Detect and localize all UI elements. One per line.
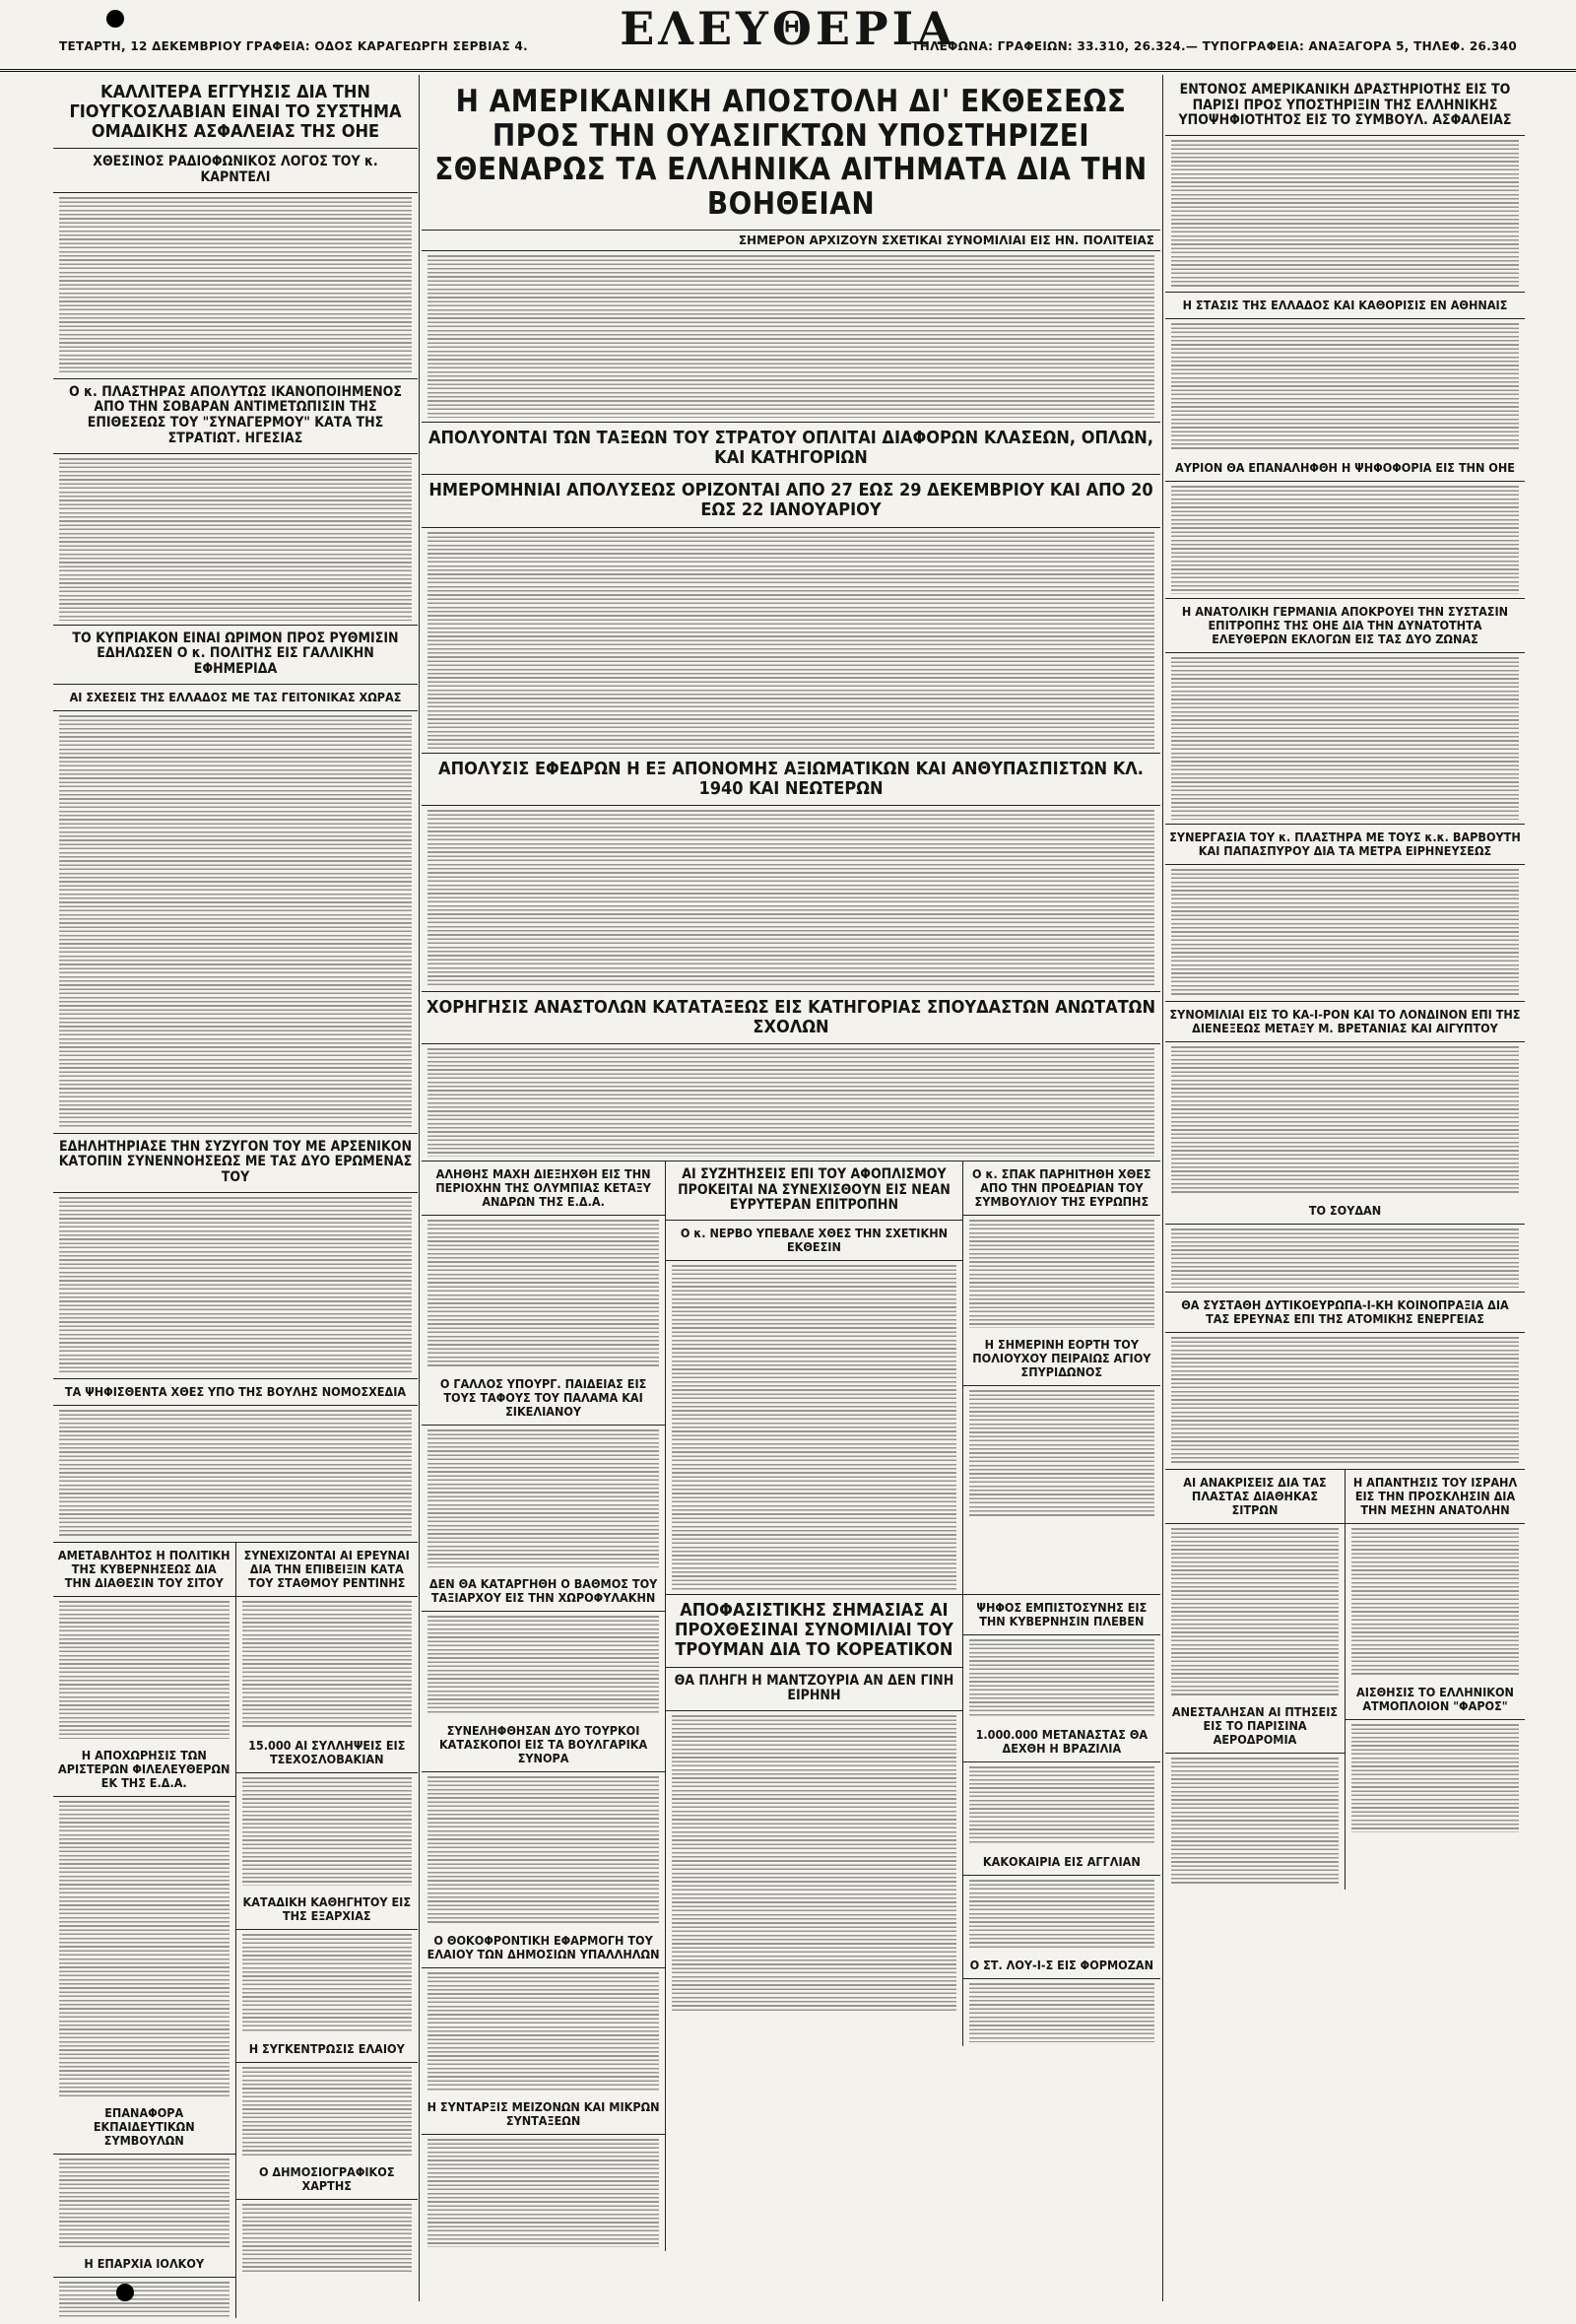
main-subheadline: ΣΗΜΕΡΟΝ ΑΡΧΙΖΟΥΝ ΣΧΕΤΙΚΑΙ ΣΥΝΟΜΙΛΙΑΙ ΕΙΣ ΗΝ. ΠΟΛΙΤΕΙΑΣ <box>422 231 1160 251</box>
article-body <box>236 2200 419 2277</box>
headline: ΑΠΟΛΥΣΙΣ ΕΦΕΔΡΩΝ Η ΕΞ ΑΠΟΝΟΜΗΣ ΑΞΙΩΜΑΤΙΚΩΝ ΚΑΙ ΑΝΘΥΠΑΣΠΙΣΤΩΝ ΚΛ. 1940 ΚΑΙ ΝΕΩΤΕΡΩΝ <box>422 754 1160 806</box>
article-body <box>1346 1720 1525 1836</box>
article-body <box>422 1772 665 1928</box>
article-body <box>1165 482 1525 598</box>
article-body <box>53 1406 418 1542</box>
subheadline: ΧΘΕΣΙΝΟΣ ΡΑΔΙΟΦΩΝΙΚΟΣ ΛΟΓΟΣ ΤΟΥ κ. ΚΑΡΝΤΕΛΙ <box>53 149 418 192</box>
article-body <box>422 1612 665 1718</box>
center-column <box>422 77 1160 2318</box>
masthead-date-address: ΤΕΤΑΡΤΗ, 12 ΔΕΚΕΜΒΡΙΟΥ ΓΡΑΦΕΙΑ: ΟΔΟΣ ΚΑΡΑΓΕΩΡΓΗ ΣΕΡΒΙΑΣ 4. <box>59 39 528 53</box>
subheadline: ΑΙ ΣΧΕΣΕΙΣ ΤΗΣ ΕΛΛΑΔΟΣ ΜΕ ΤΑΣ ΓΕΙΤΟΝΙΚΑΣ ΧΩΡΑΣ <box>53 685 418 711</box>
article-body <box>963 1635 1160 1722</box>
article-body <box>963 1216 1160 1332</box>
headline: Η ΑΠΑΝΤΗΣΙΣ ΤΟΥ ΙΣΡΑΗΛ ΕΙΣ ΤΗΝ ΠΡΟΣΚΛΗΣΙΝ ΔΙΑ ΤΗΝ ΜΕΣΗΝ ΑΝΑΤΟΛΗΝ <box>1346 1470 1525 1524</box>
headline: ΕΔΗΛΗΤΗΡΙΑΣΕ ΤΗΝ ΣΥΖΥΓΟΝ ΤΟΥ ΜΕ ΑΡΣΕΝΙΚΟΝ ΚΑΤΟΠΙΝ ΣΥΝΕΝΝΟΗΣΕΩΣ ΜΕ ΤΑΣ ΔΥΟ ΕΡΩΜΕΝΑΣ ΤΟΥ <box>53 1134 418 1193</box>
article-body <box>963 1979 1160 2046</box>
headline: ΑΝΕΣΤΑΛΗΣΑΝ ΑΙ ΠΤΗΣΕΙΣ ΕΙΣ ΤΟ ΠΑΡΙΣΙΝΑ ΑΕΡΟΔΡΟΜΙΑ <box>1165 1699 1345 1754</box>
headline: ΑΥΡΙΟΝ ΘΑ ΕΠΑΝΑΛΗΦΘΗ Η ΨΗΦΟΦΟΡΙΑ ΕΙΣ ΤΗΝ ΟΗΕ <box>1165 455 1525 482</box>
lower-center <box>422 1162 1160 2251</box>
headline: Ο ΘΟΚΟΦΡΟΝΤΙΚΗ ΕΦΑΡΜΟΓΗ ΤΟΥ ΕΛΑΙΟΥ ΤΩΝ ΔΗΜΟΣΙΩΝ ΥΠΑΛΛΗΛΩΝ <box>422 1928 665 1968</box>
article-greek-stance <box>1165 293 1525 599</box>
headline: Ο ΔΗΜΟΣΙΟΓΡΑΦΙΚΟΣ ΧΑΡΤΗΣ <box>236 2159 419 2200</box>
article-body <box>1165 136 1525 292</box>
left-column <box>53 77 418 2318</box>
article-body <box>1165 1333 1525 1469</box>
column-rule <box>419 75 420 2301</box>
headline: Η ΕΠΑΡΧΙΑ ΙΟΛΚΟΥ <box>53 2251 235 2278</box>
article-plastiras <box>53 379 418 626</box>
headline: ΤΟ ΚΥΠΡΙΑΚΟΝ ΕΙΝΑΙ ΩΡΙΜΟΝ ΠΡΟΣ ΡΥΘΜΙΣΙΝ ΕΔΗΛΩΣΕΝ Ο κ. ΠΟΛΙΤΗΣ ΕΙΣ ΓΑΛΛΙΚΗΝ ΕΦΗΜΕΡΙΔΑ <box>53 626 418 685</box>
main-headline: Η ΑΜΕΡΙΚΑΝΙΚΗ ΑΠΟΣΤΟΛΗ ΔΙ' ΕΚΘΕΣΕΩΣ ΠΡΟΣ ΤΗΝ ΟΥΑΣΙΓΚΤΩΝ ΥΠΟΣΤΗΡΙΖΕΙ ΣΘΕΝΑΡΩΣ ΤΑ ΕΛΛΗΝΙΚΑ ΑΙΤΗΜΑΤΑ ΔΙΑ ΤΗΝ ΒΟΗΘΕΙΑΝ <box>422 77 1160 231</box>
headline: Ο ΣΤ. ΛΟΥ-Ι-Σ ΕΙΣ ΦΟΡΜΟΖΑΝ <box>963 1953 1160 1979</box>
article-body <box>1346 1524 1525 1680</box>
headline: Η ΣΤΑΣΙΣ ΤΗΣ ΕΛΛΑΔΟΣ ΚΑΙ ΚΑΘΟΡΙΣΙΣ ΕΝ ΑΘΗΝΑΙΣ <box>1165 293 1525 319</box>
masthead-phones: ΤΗΛΕΦΩΝΑ: ΓΡΑΦΕΙΩΝ: 33.310, 26.324.— ΤΥΠΟΓΡΑΦΕΙΑ: ΑΝΑΞΑΓΟΡΑ 5, ΤΗΛΕΦ. 26.340 <box>911 39 1517 53</box>
article-israel <box>1346 1470 1525 1890</box>
subheadline: Ο κ. ΝΕΡΒΟ ΥΠΕΒΑΛΕ ΧΘΕΣ ΤΗΝ ΣΧΕΤΙΚΗΝ ΕΚΘΕΣΙΝ <box>666 1221 962 1261</box>
article-body <box>666 1711 962 2015</box>
article-atomic <box>1165 1293 1525 1470</box>
headline: ΚΑΤΑΔΙΚΗ ΚΑΘΗΓΗΤΟΥ ΕΙΣ ΤΗΣ ΕΞΑΡΧΙΑΣ <box>236 1890 419 1930</box>
subheadline: ΤΟ ΣΟΥΔΑΝ <box>1165 1198 1525 1225</box>
article-cairo-london <box>1165 1002 1525 1293</box>
masthead <box>0 0 1576 72</box>
briefs <box>963 1162 1160 1594</box>
headline: ΧΟΡΗΓΗΣΙΣ ΑΝΑΣΤΟΛΩΝ ΚΑΤΑΤΑΞΕΩΣ ΕΙΣ ΚΑΤΗΓΟΡΙΑΣ ΣΠΟΥΔΑΣΤΩΝ ΑΝΩΤΑΤΩΝ ΣΧΟΛΩΝ <box>422 992 1160 1044</box>
headline: 15.000 ΑΙ ΣΥΛΛΗΨΕΙΣ ΕΙΣ ΤΣΕΧΟΣΛΟΒΑΚΙΑΝ <box>236 1733 419 1773</box>
article-disarmament <box>666 1162 963 1594</box>
article-carneli <box>53 77 418 379</box>
article-body <box>1165 1042 1525 1198</box>
article-body <box>422 1216 665 1371</box>
ink-blot <box>106 10 124 28</box>
article-body <box>1165 1524 1345 1699</box>
article-wills <box>1165 1470 1346 1890</box>
newspaper-title: ΕΛΕΥΘΕΡΙΑ <box>620 2 956 55</box>
headline: ΣΥΝΕΧΙΖΟΝΤΑΙ ΑΙ ΕΡΕΥΝΑΙ ΔΙΑ ΤΗΝ ΕΠΙΒΕΙΞΙΝ ΚΑΤΑ ΤΟΥ ΣΤΑΘΜΟΥ ΡΕΝΤΙΝΗΣ <box>236 1543 419 1597</box>
article-body <box>53 454 418 625</box>
article-body <box>53 2278 235 2318</box>
article-cooperation <box>1165 825 1525 1002</box>
article-cyprus <box>53 626 418 1134</box>
article-body <box>236 1773 419 1890</box>
article-east-germany <box>1165 599 1525 825</box>
article-reservists <box>422 754 1160 992</box>
ink-blot <box>116 2284 134 2301</box>
lower-center-left <box>422 1162 666 2251</box>
article-arsenic <box>53 1134 418 1379</box>
article-body <box>963 1876 1160 1953</box>
headline: ΣΥΝΕΡΓΑΣΙΑ ΤΟΥ κ. ΠΛΑΣΤΗΡΑ ΜΕ ΤΟΥΣ κ.κ. ΒΑΡΒΟΥΤΗ ΚΑΙ ΠΑΠΑΣΠΥΡΟΥ ΔΙΑ ΤΑ ΜΕΤΡΑ ΕΙΡΗΝΕΥΣΕΩΣ <box>1165 825 1525 865</box>
lower-center-right <box>666 1162 1160 2251</box>
headline: ΕΝΤΟΝΟΣ ΑΜΕΡΙΚΑΝΙΚΗ ΔΡΑΣΤΗΡΙΟΤΗΣ ΕΙΣ ΤΟ ΠΑΡΙΣΙ ΠΡΟΣ ΥΠΟΣΤΗΡΙΞΙΝ ΤΗΣ ΕΛΛΗΝΙΚΗΣ ΥΠΟΨΗΦΙΟΤΗΤΟΣ ΕΙΣ ΤΟ ΣΥΜΒΟΥΛ. ΑΣΦΑΛΕΙΑΣ <box>1165 77 1525 136</box>
article-body <box>1165 319 1525 455</box>
article-bills <box>53 1379 418 1543</box>
article-body <box>422 2135 665 2251</box>
article-body <box>1165 1754 1345 1890</box>
subheadline: ΗΜΕΡΟΜΗΝΙΑΙ ΑΠΟΛΥΣΕΩΣ ΟΡΙΖΟΝΤΑΙ ΑΠΟ 27 ΕΩΣ 29 ΔΕΚΕΜΒΡΙΟΥ ΚΑΙ ΑΠΟ 20 ΕΩΣ 22 ΙΑΝΟΥΑΡΙΟΥ <box>422 475 1160 527</box>
headline: ΔΕΝ ΘΑ ΚΑΤΑΡΓΗΘΗ Ο ΒΑΘΜΟΣ ΤΟΥ ΤΑΞΙΑΡΧΟΥ ΕΙΣ ΤΗΝ ΧΩΡΟΦΥΛΑΚΗΝ <box>422 1571 665 1612</box>
article-body <box>1165 865 1525 1001</box>
article-body <box>236 1597 419 1733</box>
headline: ΑΠΟΦΑΣΙΣΤΙΚΗΣ ΣΗΜΑΣΙΑΣ ΑΙ ΠΡΟΧΘΕΣΙΝΑΙ ΣΥΝΟΜΙΛΙΑΙ ΤΟΥ ΤΡΟΥΜΑΝ ΔΙΑ ΤΟ ΚΟΡΕΑΤΙΚΟΝ <box>666 1595 962 1667</box>
headline: Ο ΓΑΛΛΟΣ ΥΠΟΥΡΓ. ΠΑΙΔΕΙΑΣ ΕΙΣ ΤΟΥΣ ΤΑΦΟΥΣ ΤΟΥ ΠΑΛΑΜΑ ΚΑΙ ΣΙΚΕΛΙΑΝΟΥ <box>422 1371 665 1426</box>
article-body <box>422 528 1160 753</box>
subheadline: ΘΑ ΠΛΗΓΗ Η ΜΑΝΤΖΟΥΡΙΑ ΑΝ ΔΕΝ ΓΙΝΗ ΕΙΡΗΝΗ <box>666 1668 962 1711</box>
headline: Η ΣΥΓΚΕΝΤΡΩΣΙΣ ΕΛΑΙΟΥ <box>236 2036 419 2063</box>
article-body <box>1165 1225 1525 1292</box>
headline: ΑΙΣΘΗΣΙΣ ΤΟ ΕΛΛΗΝΙΚΟΝ ΑΤΜΟΠΛΟΙΟΝ "ΦΑΡΟΣ" <box>1346 1680 1525 1720</box>
article-discharges <box>422 423 1160 754</box>
article-wheat <box>53 1543 236 2318</box>
article-body <box>422 251 1160 422</box>
headline: ΕΠΑΝΑΦΟΡΑ ΕΚΠΑΙΔΕΥΤΙΚΩΝ ΣΥΜΒΟΥΛΩΝ <box>53 2100 235 2155</box>
article-body <box>236 1930 419 2036</box>
headline: ΤΑ ΨΗΦΙΣΘΕΝΤΑ ΧΘΕΣ ΥΠΟ ΤΗΣ ΒΟΥΛΗΣ ΝΟΜΟΣΧΕΔΙΑ <box>53 1379 418 1406</box>
lower-center-top <box>666 1162 1160 1594</box>
headline: ΘΑ ΣΥΣΤΑΘΗ ΔΥΤΙΚΟΕΥΡΩΠΑ-Ι-ΚΗ ΚΟΙΝΟΠΡΑΞΙΑ ΔΙΑ ΤΑΣ ΕΡΕΥΝΑΣ ΕΠΙ ΤΗΣ ΑΤΟΜΙΚΗΣ ΕΝΕΡΓΕΙΑΣ <box>1165 1293 1525 1333</box>
article-body <box>422 1968 665 2094</box>
headline: ΑΜΕΤΑΒΛΗΤΟΣ Η ΠΟΛΙΤΙΚΗ ΤΗΣ ΚΥΒΕΡΝΗΣΕΩΣ ΔΙΑ ΤΗΝ ΔΙΑΘΕΣΙΝ ΤΟΥ ΣΙΤΟΥ <box>53 1543 235 1597</box>
headline: ΑΙ ΣΥΖΗΤΗΣΕΙΣ ΕΠΙ ΤΟΥ ΑΦΟΠΛΙΣΜΟΥ ΠΡΟΚΕΙΤΑΙ ΝΑ ΣΥΝΕΧΙΣΘΟΥΝ ΕΙΣ ΝΕΑΝ ΕΥΡΥΤΕΡΑΝ ΕΠΙΤΡΟΠΗΝ <box>666 1162 962 1221</box>
article-body <box>53 2155 235 2251</box>
headline: ΣΥΝΟΜΙΛΙΑΙ ΕΙΣ ΤΟ ΚΑ-Ι-ΡΟΝ ΚΑΙ ΤΟ ΛΟΝΔΙΝΟΝ ΕΠΙ ΤΗΣ ΔΙΕΝΕΞΕΩΣ ΜΕΤΑΞΥ Μ. ΒΡΕΤΑΝΙΑΣ ΚΑΙ ΑΙΓΥΠΤΟΥ <box>1165 1002 1525 1042</box>
article-body <box>963 1762 1160 1849</box>
headline: Η ΑΝΑΤΟΛΙΚΗ ΓΕΡΜΑΝΙΑ ΑΠΟΚΡΟΥΕΙ ΤΗΝ ΣΥΣΤΑΣΙΝ ΕΠΙΤΡΟΠΗΣ ΤΗΣ ΟΗΕ ΔΙΑ ΤΗΝ ΔΥΝΑΤΟΤΗΤΑ ΕΛΕΥΘΕΡΩΝ ΕΚΛΟΓΩΝ ΕΙΣ ΤΑΣ ΔΥΟ ΖΩΝΑΣ <box>1165 599 1525 653</box>
article-truman <box>666 1595 963 2046</box>
column-rule <box>1162 75 1163 2301</box>
headline: ΨΗΦΟΣ ΕΜΠΙΣΤΟΣΥΝΗΣ ΕΙΣ ΤΗΝ ΚΥΒΕΡΝΗΣΙΝ ΠΛΕΒΕΝ <box>963 1595 1160 1635</box>
headline: Η ΣΗΜΕΡΙΝΗ ΕΟΡΤΗ ΤΟΥ ΠΟΛΙΟΥΧΟΥ ΠΕΙΡΑΙΩΣ ΑΓΙΟΥ ΣΠΥΡΙΔΩΝΟΣ <box>963 1332 1160 1386</box>
lower-center-bottom <box>666 1594 1160 2046</box>
article-body <box>236 2063 419 2159</box>
article-body <box>1165 653 1525 824</box>
article-body <box>53 193 418 378</box>
article-body <box>53 711 418 1133</box>
headline: ΑΙ ΑΝΑΚΡΙΣΕΙΣ ΔΙΑ ΤΑΣ ΠΛΑΣΤΑΣ ΔΙΑΘΗΚΑΣ ΣΙΤΡΩΝ <box>1165 1470 1345 1524</box>
headline: 1.000.000 ΜΕΤΑΝΑΣΤΑΣ ΘΑ ΔΕΧΘΗ Η ΒΡΑΖΙΛΙΑ <box>963 1722 1160 1762</box>
article-body <box>53 1597 235 1743</box>
article-body <box>53 1797 235 2100</box>
headline: ΚΑΚΟΚΑΙΡΙΑ ΕΙΣ ΑΓΓΛΙΑΝ <box>963 1849 1160 1876</box>
headline: ΣΥΝΕΛΗΦΘΗΣΑΝ ΔΥΟ ΤΟΥΡΚΟΙ ΚΑΤΑΣΚΟΠΟΙ ΕΙΣ ΤΑ ΒΟΥΛΓΑΡΙΚΑ ΣΥΝΟΡΑ <box>422 1718 665 1772</box>
article-body <box>53 1193 418 1378</box>
article-body <box>963 1386 1160 1522</box>
article-body <box>422 1426 665 1571</box>
article-body <box>422 806 1160 991</box>
headline: Ο κ. ΣΠΑΚ ΠΑΡΗΙΤΗΘΗ ΧΘΕΣ ΑΠΟ ΤΗΝ ΠΡΟΕΔΡΙΑΝ ΤΟΥ ΣΥΜΒΟΥΛΙΟΥ ΤΗΣ ΕΥΡΩΠΗΣ <box>963 1162 1160 1216</box>
article-pair <box>53 1543 418 2318</box>
article-body <box>422 1044 1160 1161</box>
article-rentina <box>236 1543 419 2318</box>
article-students <box>422 992 1160 1162</box>
headline: Η ΣΥΝΤΑΡΞΙΣ ΜΕΙΖΟΝΩΝ ΚΑΙ ΜΙΚΡΩΝ ΣΥΝΤΑΞΕΩΝ <box>422 2094 665 2135</box>
briefs-2 <box>963 1595 1160 2046</box>
right-bottom <box>1165 1470 1525 1890</box>
headline: Η ΑΠΟΧΩΡΗΣΙΣ ΤΩΝ ΑΡΙΣΤΕΡΩΝ ΦΙΛΕΛΕΥΘΕΡΩΝ ΕΚ ΤΗΣ Ε.Δ.Α. <box>53 1743 235 1797</box>
headline: ΑΠΟΛΥΟΝΤΑΙ ΤΩΝ ΤΑΞΕΩΝ ΤΟΥ ΣΤΡΑΤΟΥ ΟΠΛΙΤΑΙ ΔΙΑΦΟΡΩΝ ΚΛΑΣΕΩΝ, ΟΠΛΩΝ, ΚΑΙ ΚΑΤΗΓΟΡΙΩΝ <box>422 423 1160 475</box>
headline: ΚΑΛΛΙΤΕΡΑ ΕΓΓΥΗΣΙΣ ΔΙΑ ΤΗΝ ΓΙΟΥΓΚΟΣΛΑΒΙΑΝ ΕΙΝΑΙ ΤΟ ΣΥΣΤΗΜΑ ΟΜΑΔΙΚΗΣ ΑΣΦΑΛΕΙΑΣ ΤΗΣ ΟΗΕ <box>53 77 418 149</box>
right-column <box>1165 77 1525 2318</box>
article-us-activity <box>1165 77 1525 293</box>
article-body <box>666 1261 962 1594</box>
headline: Ο κ. ΠΛΑΣΤΗΡΑΣ ΑΠΟΛΥΤΩΣ ΙΚΑΝΟΠΟΙΗΜΕΝΟΣ ΑΠΟ ΤΗΝ ΣΟΒΑΡΑΝ ΑΝΤΙΜΕΤΩΠΙΣΙΝ ΤΗΣ ΕΠΙΘΕΣΕΩΣ ΤΟΥ "ΣΥΝΑΓΕΡΜΟΥ" ΚΑΤΑ ΤΗΣ ΣΤΡΑΤΙΩΤ. ΗΓΕΣΙΑΣ <box>53 379 418 454</box>
headline: ΑΛΗΘΗΣ ΜΑΧΗ ΔΙΕΞΗΧΘΗ ΕΙΣ ΤΗΝ ΠΕΡΙΟΧΗΝ ΤΗΣ ΟΛΥΜΠΙΑΣ ΚΕΤΑΞΥ ΑΝΔΡΩΝ ΤΗΣ Ε.Δ.Α. <box>422 1162 665 1216</box>
article-us-mission <box>422 77 1160 423</box>
